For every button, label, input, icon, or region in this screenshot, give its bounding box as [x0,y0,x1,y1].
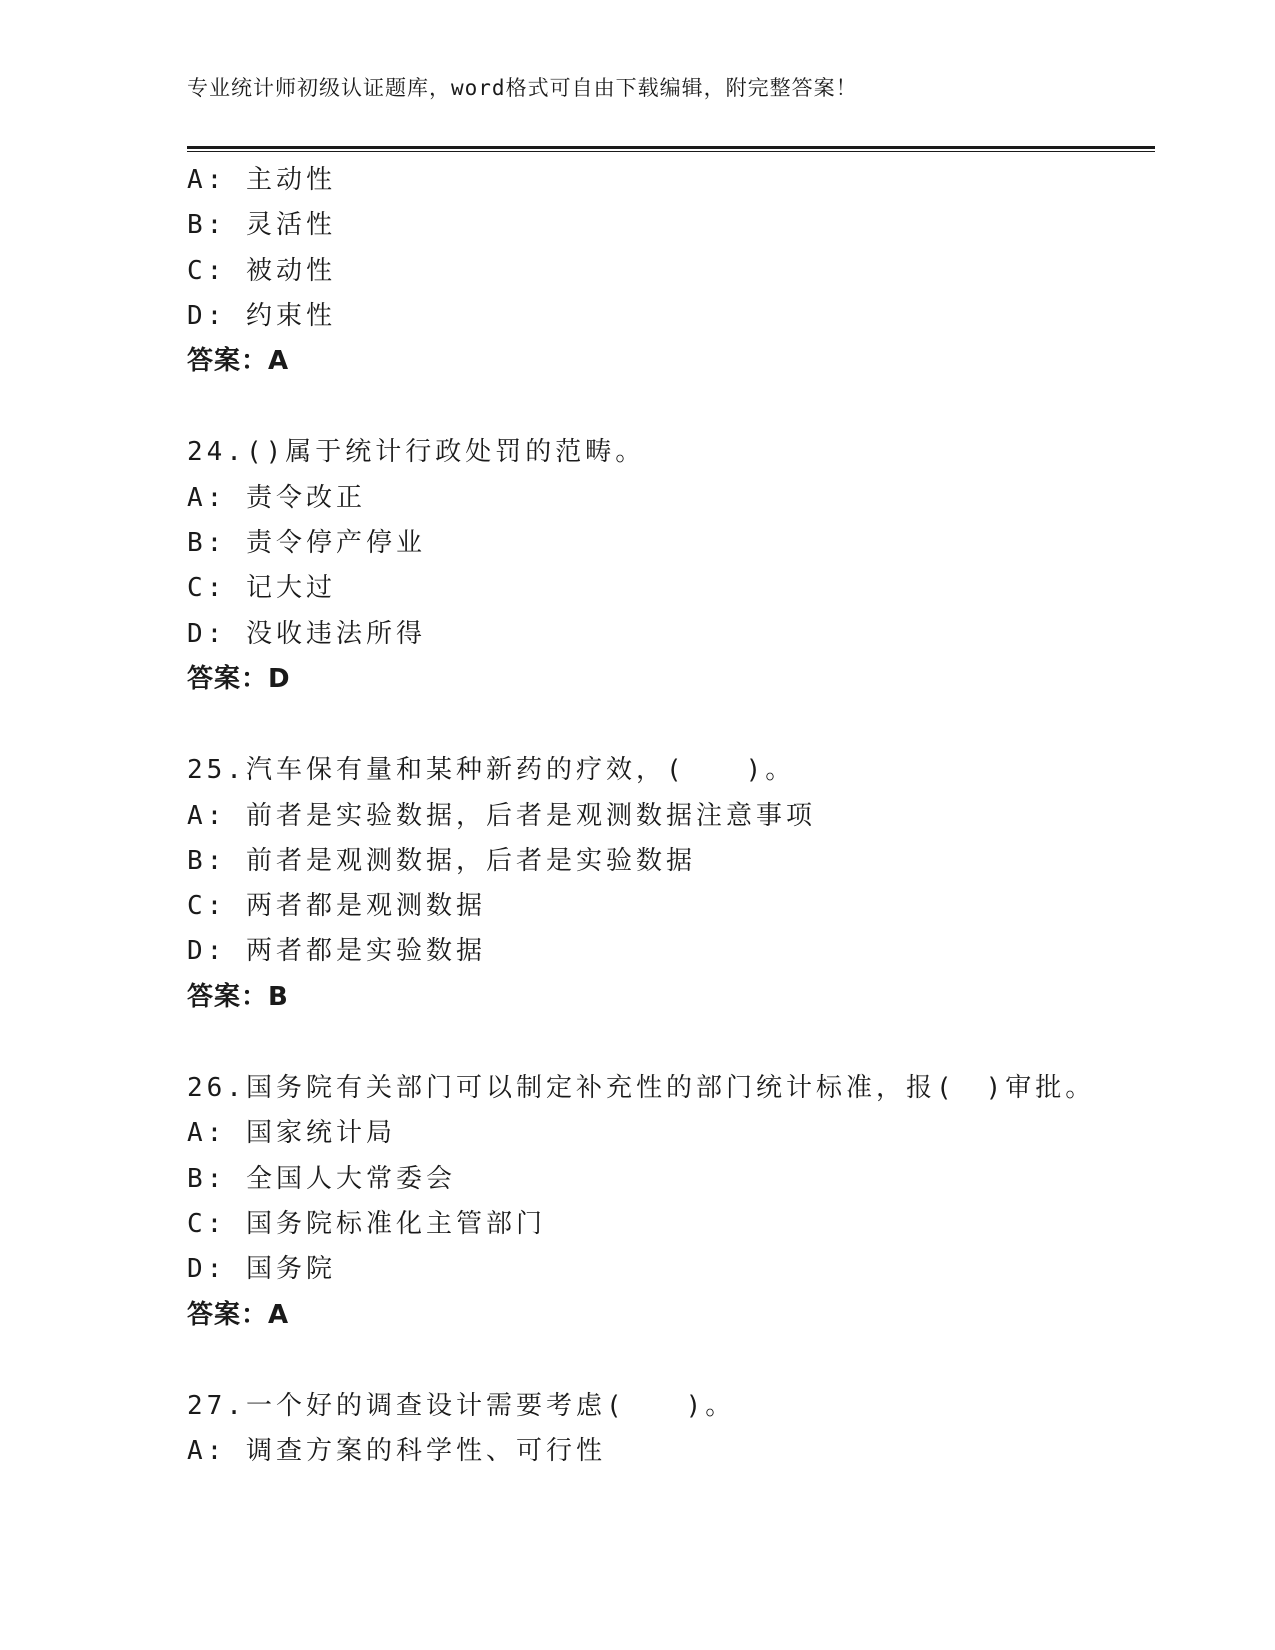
spacer [187,1338,1155,1384]
answer-line: 答案：D [187,663,291,694]
spacer [187,702,1155,748]
option-d: D: 国务院 [187,1254,336,1285]
question-block-24 [187,430,1155,702]
question-block-26 [187,1066,1155,1338]
question-text: 25.汽车保有量和某种新药的疗效，( )。 [187,755,796,786]
option-a: A: 调查方案的科学性、可行性 [187,1436,606,1467]
question-block-25 [187,748,1155,1020]
option-d: D: 没收违法所得 [187,618,426,649]
question-block-23 [187,158,1155,384]
answer-line: 答案：A [187,346,290,377]
question-text: 24.()属于统计行政处罚的范畴。 [187,437,646,468]
document-header: 专业统计师初级认证题库，word格式可自由下载编辑，附完整答案！ [187,76,858,100]
option-b: B: 全国人大常委会 [187,1163,456,1194]
option-a: A: 前者是实验数据，后者是观测数据注意事项 [187,800,816,831]
question-text: 26.国务院有关部门可以制定补充性的部门统计标准，报( )审批。 [187,1073,1096,1104]
option-a: A: 责令改正 [187,482,366,513]
header-rule-thin [187,151,1155,152]
question-text: 27.一个好的调查设计需要考虑( )。 [187,1390,736,1421]
option-d: D: 两者都是实验数据 [187,936,486,967]
option-d: D: 约束性 [187,300,336,331]
question-block-27 [187,1384,1155,1475]
answer-line: 答案：B [187,981,289,1012]
option-c: C: 被动性 [187,255,336,286]
spacer [187,1020,1155,1066]
answer-line: 答案：A [187,1299,290,1330]
option-c: C: 两者都是观测数据 [187,891,486,922]
spacer [187,384,1155,430]
option-b: B: 责令停产停业 [187,528,426,559]
option-c: C: 国务院标准化主管部门 [187,1208,546,1239]
option-c: C: 记大过 [187,573,336,604]
option-a: A: 主动性 [187,165,336,195]
option-a: A: 国家统计局 [187,1118,396,1149]
header-rule-thick [187,146,1155,149]
option-b: B: 前者是观测数据，后者是实验数据 [187,845,696,876]
question-list [187,158,1155,1474]
option-b: B: 灵活性 [187,210,336,241]
